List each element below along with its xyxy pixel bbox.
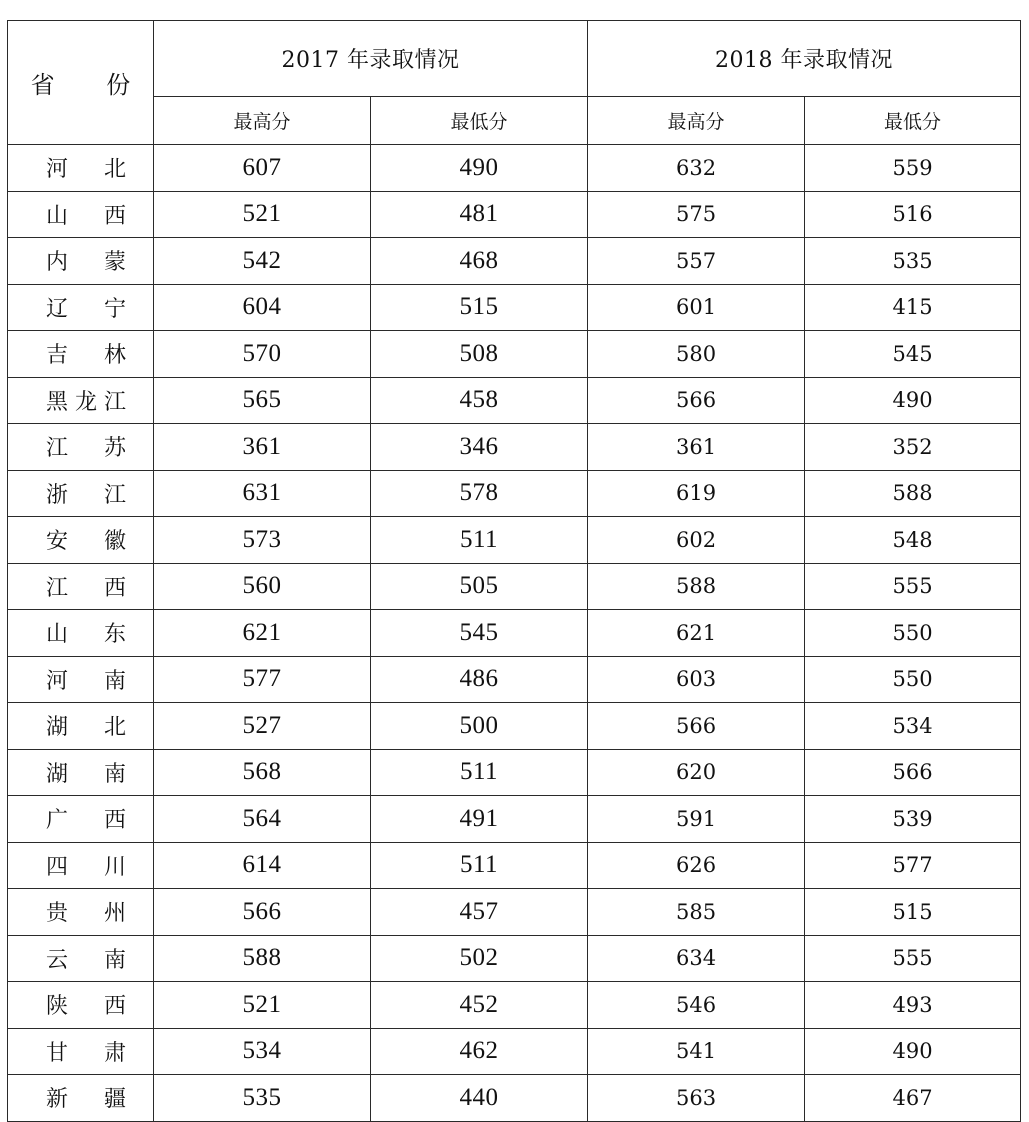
- province-name: 四川: [46, 854, 126, 880]
- max-score-2018-cell: 580: [588, 331, 805, 378]
- province-cell: [8, 238, 154, 285]
- province-cell: [8, 749, 154, 796]
- table-row: [8, 191, 1021, 238]
- province-name: 云南: [46, 947, 126, 973]
- max-score-2018-cell: 620: [588, 749, 805, 796]
- province-cell: [8, 703, 154, 750]
- min-score-2017-cell: 505: [371, 563, 588, 610]
- min-score-2017-cell: 500: [371, 703, 588, 750]
- min-score-2017-cell: 346: [371, 424, 588, 471]
- province-cell: [8, 331, 154, 378]
- table-row: [8, 517, 1021, 564]
- table-row: [8, 703, 1021, 750]
- min-score-2017-cell: 578: [371, 470, 588, 517]
- max-score-2018-cell: 588: [588, 563, 805, 610]
- table-row: [8, 982, 1021, 1029]
- province-cell: [8, 145, 154, 192]
- province-name: 安徽: [46, 529, 126, 555]
- province-cell: [8, 191, 154, 238]
- max-score-2017-cell: 361: [154, 424, 371, 471]
- min-score-2018-cell: 415: [805, 284, 1021, 331]
- max-score-2017-cell: 534: [154, 1028, 371, 1075]
- province-cell: [8, 889, 154, 936]
- table-row: [8, 935, 1021, 982]
- province-name: 辽宁: [46, 296, 126, 322]
- table-row: [8, 238, 1021, 285]
- max-score-2017-cell: 566: [154, 889, 371, 936]
- year-2017-header: 2017 年录取情况: [154, 21, 588, 97]
- min-score-2018-cell: 555: [805, 563, 1021, 610]
- min-score-2017-cell: 511: [371, 749, 588, 796]
- max-score-2018-cell: 601: [588, 284, 805, 331]
- max-score-2017-cell: 570: [154, 331, 371, 378]
- province-name: 陕西: [46, 994, 126, 1020]
- max-score-2017-cell: 588: [154, 935, 371, 982]
- max-score-2018-cell: 575: [588, 191, 805, 238]
- min-score-2017-cell: 486: [371, 656, 588, 703]
- min-score-2017-cell: 502: [371, 935, 588, 982]
- year-2018-header: 2018 年录取情况: [588, 21, 1021, 97]
- max-score-2017-cell: 614: [154, 842, 371, 889]
- max-score-2018-cell: 634: [588, 935, 805, 982]
- min-score-2018-cell: 493: [805, 982, 1021, 1029]
- min-score-2017-cell: 481: [371, 191, 588, 238]
- min-score-2018-header: 最低分: [805, 97, 1021, 145]
- max-score-2018-cell: 546: [588, 982, 805, 1029]
- max-score-2018-cell: 626: [588, 842, 805, 889]
- max-score-2017-cell: 535: [154, 1075, 371, 1122]
- max-score-2017-cell: 604: [154, 284, 371, 331]
- min-score-2018-cell: 588: [805, 470, 1021, 517]
- min-score-2017-cell: 490: [371, 145, 588, 192]
- min-score-2018-cell: 566: [805, 749, 1021, 796]
- min-score-2017-cell: 462: [371, 1028, 588, 1075]
- table-row: [8, 1075, 1021, 1122]
- province-cell: [8, 656, 154, 703]
- table-row: [8, 610, 1021, 657]
- min-score-2017-cell: 452: [371, 982, 588, 1029]
- province-cell: [8, 284, 154, 331]
- province-name: 广西: [46, 808, 126, 834]
- min-score-2018-cell: 516: [805, 191, 1021, 238]
- table-row: [8, 656, 1021, 703]
- province-name: 贵州: [46, 901, 126, 927]
- min-score-2018-cell: 559: [805, 145, 1021, 192]
- max-score-2018-cell: 541: [588, 1028, 805, 1075]
- max-score-2018-header: 最高分: [588, 97, 805, 145]
- province-cell: [8, 982, 154, 1029]
- max-score-2017-cell: 542: [154, 238, 371, 285]
- min-score-2018-cell: 490: [805, 377, 1021, 424]
- max-score-2017-cell: 577: [154, 656, 371, 703]
- max-score-2017-cell: 568: [154, 749, 371, 796]
- max-score-2018-cell: 566: [588, 703, 805, 750]
- min-score-2017-cell: 491: [371, 796, 588, 843]
- table-row: [8, 796, 1021, 843]
- max-score-2017-cell: 631: [154, 470, 371, 517]
- province-name: 吉林: [46, 343, 126, 369]
- province-cell: [8, 563, 154, 610]
- province-cell: [8, 796, 154, 843]
- min-score-2018-cell: 545: [805, 331, 1021, 378]
- min-score-2017-header: 最低分: [371, 97, 588, 145]
- max-score-2017-cell: 521: [154, 191, 371, 238]
- province-cell: [8, 842, 154, 889]
- province-name: 江苏: [46, 436, 126, 462]
- max-score-2018-cell: 603: [588, 656, 805, 703]
- max-score-2017-header: 最高分: [154, 97, 371, 145]
- score-table-body: [8, 145, 1021, 1122]
- max-score-2017-cell: 607: [154, 145, 371, 192]
- min-score-2018-cell: 352: [805, 424, 1021, 471]
- max-score-2018-cell: 563: [588, 1075, 805, 1122]
- header-row-years: [8, 21, 1021, 97]
- max-score-2018-cell: 557: [588, 238, 805, 285]
- table-row: [8, 331, 1021, 378]
- min-score-2017-cell: 468: [371, 238, 588, 285]
- max-score-2018-cell: 591: [588, 796, 805, 843]
- max-score-2017-cell: 527: [154, 703, 371, 750]
- province-cell: [8, 517, 154, 564]
- table-row: [8, 377, 1021, 424]
- province-cell: [8, 935, 154, 982]
- province-column-header: [8, 21, 154, 145]
- min-score-2017-cell: 458: [371, 377, 588, 424]
- max-score-2017-cell: 565: [154, 377, 371, 424]
- min-score-2017-cell: 511: [371, 517, 588, 564]
- max-score-2017-cell: 521: [154, 982, 371, 1029]
- min-score-2018-cell: 548: [805, 517, 1021, 564]
- province-name: 黑龙江: [46, 389, 126, 415]
- max-score-2017-cell: 621: [154, 610, 371, 657]
- province-cell: [8, 610, 154, 657]
- province-name: 浙江: [46, 482, 126, 508]
- min-score-2018-cell: 555: [805, 935, 1021, 982]
- province-header-label: 省 份: [30, 71, 153, 99]
- province-name: 河南: [46, 668, 126, 694]
- max-score-2018-cell: 602: [588, 517, 805, 564]
- min-score-2017-cell: 545: [371, 610, 588, 657]
- province-name: 甘肃: [46, 1040, 126, 1066]
- max-score-2018-cell: 361: [588, 424, 805, 471]
- province-cell: [8, 1028, 154, 1075]
- min-score-2017-cell: 515: [371, 284, 588, 331]
- max-score-2018-cell: 621: [588, 610, 805, 657]
- max-score-2017-cell: 560: [154, 563, 371, 610]
- min-score-2017-cell: 457: [371, 889, 588, 936]
- min-score-2017-cell: 508: [371, 331, 588, 378]
- max-score-2018-cell: 632: [588, 145, 805, 192]
- min-score-2018-cell: 490: [805, 1028, 1021, 1075]
- province-name: 山西: [46, 203, 126, 229]
- max-score-2018-cell: 619: [588, 470, 805, 517]
- admission-score-table: [7, 20, 1021, 1122]
- province-name: 湖南: [46, 761, 126, 787]
- table-row: [8, 424, 1021, 471]
- min-score-2018-cell: 535: [805, 238, 1021, 285]
- min-score-2018-cell: 539: [805, 796, 1021, 843]
- province-name: 江西: [46, 575, 126, 601]
- table-row: [8, 470, 1021, 517]
- province-name: 湖北: [46, 715, 126, 741]
- province-name: 山东: [46, 622, 126, 648]
- table-row: [8, 1028, 1021, 1075]
- header-row-subcolumns: [8, 97, 1021, 145]
- province-name: 新疆: [46, 1087, 126, 1113]
- admission-score-sheet: [7, 20, 1021, 1122]
- table-row: [8, 145, 1021, 192]
- province-cell: [8, 470, 154, 517]
- province-name: 内蒙: [46, 250, 126, 276]
- table-row: [8, 749, 1021, 796]
- min-score-2018-cell: 467: [805, 1075, 1021, 1122]
- table-row: [8, 889, 1021, 936]
- min-score-2018-cell: 534: [805, 703, 1021, 750]
- table-row: [8, 842, 1021, 889]
- min-score-2017-cell: 511: [371, 842, 588, 889]
- table-row: [8, 284, 1021, 331]
- min-score-2018-cell: 550: [805, 656, 1021, 703]
- max-score-2017-cell: 573: [154, 517, 371, 564]
- min-score-2018-cell: 577: [805, 842, 1021, 889]
- max-score-2017-cell: 564: [154, 796, 371, 843]
- min-score-2017-cell: 440: [371, 1075, 588, 1122]
- province-cell: [8, 424, 154, 471]
- max-score-2018-cell: 566: [588, 377, 805, 424]
- province-cell: [8, 377, 154, 424]
- province-cell: [8, 1075, 154, 1122]
- min-score-2018-cell: 515: [805, 889, 1021, 936]
- min-score-2018-cell: 550: [805, 610, 1021, 657]
- max-score-2018-cell: 585: [588, 889, 805, 936]
- province-name: 河北: [46, 157, 126, 183]
- table-row: [8, 563, 1021, 610]
